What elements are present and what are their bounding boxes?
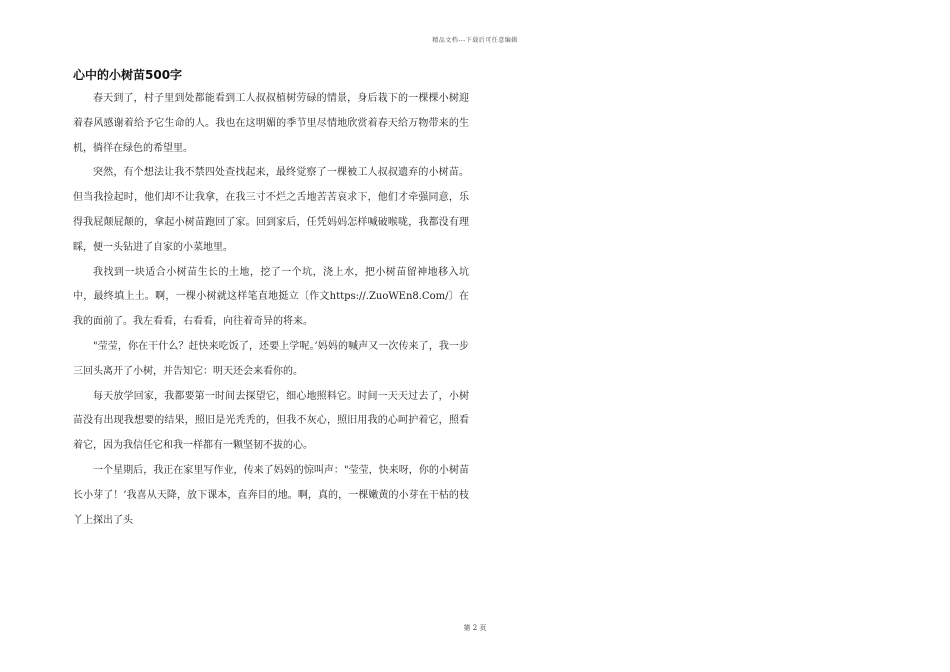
paragraph-5: 每天放学回家，我都要第一时间去探望它，细心地照料它。时间一天天过去了，小树苗没有出现我想要的结果，照旧是光秃秃的，但我不灰心，照旧用我的心呵护着它，照看着它，因为我信任它和我一样都有一颗坚韧不拔的心。 bbox=[73, 390, 469, 452]
page-header: 精品文档---下载后可任意编辑 bbox=[432, 37, 518, 44]
paragraph-2: 突然，有个想法让我不禁四处查找起来，最终觉察了一棵被工人叔叔遗弃的小树苗。但当我捡起时，他们却不让我拿，在我三寸不烂之舌地苦苦哀求下，他们才牵强同意，乐得我屁颠屁颠的，拿起小树苗跑回了家。回到家后，任凭妈妈怎样喊破喉咙，我都没有理睬，便一头钻进了自家的小菜地里。 bbox=[73, 167, 469, 253]
paragraph-6: 一个星期后，我正在家里写作业，传来了妈妈的惊叫声："莹莹，快来呀，你的小树苗长小芽了！’我喜从天降，放下课本，直奔目的地。啊，真的，一棵嫩黄的小芽在干枯的枝丫上探出了头 bbox=[73, 464, 469, 526]
document-body bbox=[73, 64, 469, 533]
document-title: 心中的小树苗500字 bbox=[73, 68, 183, 82]
paragraph-4: "莹莹，你在干什么？赶快来吃饭了，还要上学呢。’妈妈的喊声又一次传来了，我一步三回头离开了小树，并告知它：明天还会来看你的。 bbox=[73, 340, 469, 377]
page-number: 第 2 页 bbox=[463, 624, 487, 632]
paragraph-3: 我找到一块适合小树苗生长的土地，挖了一个坑，浇上水，把小树苗留神地移入坑中，最终填上土。啊，一棵小树就这样笔直地挺立〔作文https://.ZuoWEn8.Com/〕在我的面前了。我左看看，右看看，向往着奇异的将来。 bbox=[73, 266, 469, 328]
paragraph-1: 春天到了，村子里到处都能看到工人叔叔植树劳碌的情景，身后栽下的一棵棵小树迎着春风感谢着给予它生命的人。我也在这明媚的季节里尽情地欣赏着春天给万物带来的生机，徜徉在绿色的希望里。 bbox=[73, 93, 469, 154]
